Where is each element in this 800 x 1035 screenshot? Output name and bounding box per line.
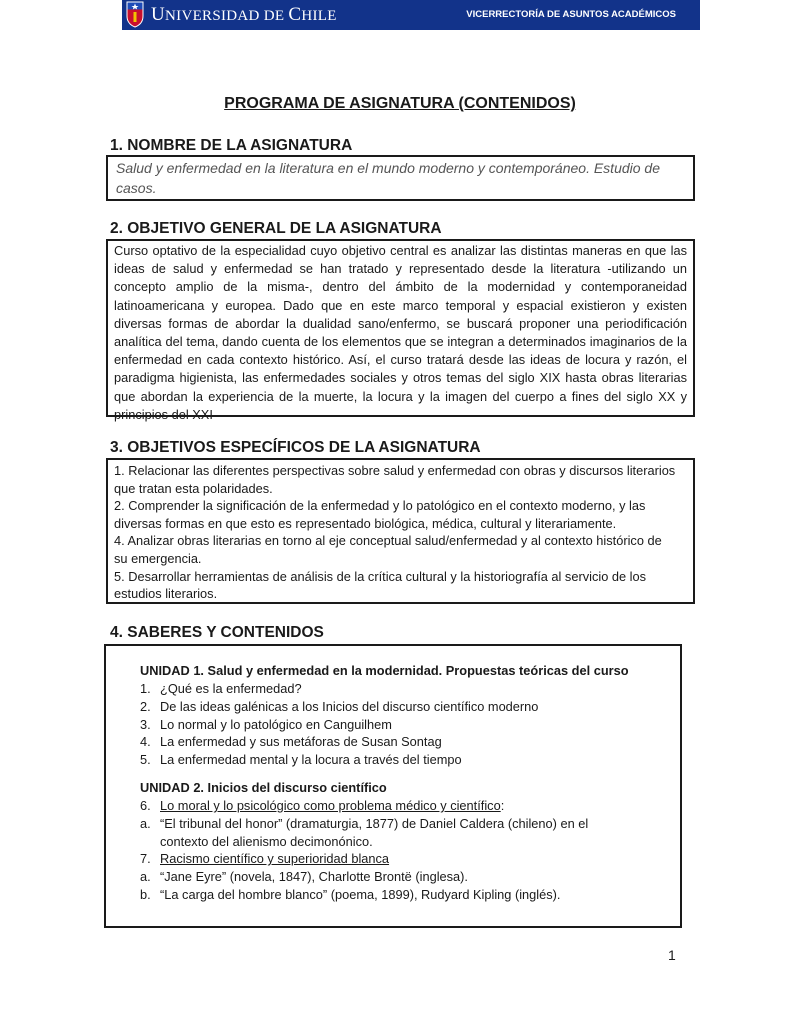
list-item: 7. Racismo científico y superioridad blanca — [140, 851, 390, 867]
section3-box — [106, 458, 695, 604]
list-item: a. “El tribunal del honor” (dramaturgia, 1877) de Daniel Caldera (chileno) en el — [140, 815, 589, 831]
objective-line: estudios literarios. — [114, 586, 218, 602]
header-banner — [122, 0, 700, 30]
vicerrectoria-label: VICERRECTORÍA DE ASUNTOS ACADÉMICOS — [466, 9, 676, 20]
list-item: a. “Jane Eyre” (novela, 1847), Charlotte Brontë (inglesa). — [140, 869, 468, 885]
university-crest-icon — [126, 1, 144, 28]
list-item: 4. La enfermedad y sus metáforas de Susan Sontag — [140, 734, 442, 750]
list-item: b. “La carga del hombre blanco” (poema, 1899), Rudyard Kipling (inglés). — [140, 886, 561, 902]
unit1-title: UNIDAD 1. Salud y enfermedad en la modernidad. Propuestas teóricas del curso — [140, 663, 629, 678]
list-item: 3. Lo normal y lo patológico en Canguilhem — [140, 716, 392, 732]
objective-line: su emergencia. — [114, 550, 202, 566]
objective-line: 5. Desarrollar herramientas de análisis de la crítica cultural y la historiografía al servicio de los — [114, 568, 647, 584]
section1-heading: 1. NOMBRE DE LA ASIGNATURA — [110, 137, 353, 154]
list-item: 6. Lo moral y lo psicológico como problema médico y científico: — [140, 797, 505, 813]
list-item: 1. ¿Qué es la enfermedad? — [140, 681, 302, 696]
objective-line: 4. Analizar obras literarias en torno al eje conceptual salud/enfermedad y al contexto histórico de — [114, 533, 662, 549]
list-item: 2. De las ideas galénicas a los Inicios del discurso científico moderno — [140, 698, 539, 714]
course-name: Salud y enfermedad en la literatura en el mundo moderno y contemporáneo. Estudio de casos. — [116, 160, 661, 196]
section2-box — [106, 239, 695, 422]
objective-line: diversas formas en que esto es representado biológica, médica, cultural y literariamente. — [114, 515, 617, 531]
page-title: PROGRAMA DE ASIGNATURA (CONTENIDOS) — [224, 95, 576, 112]
section4-box — [104, 644, 682, 928]
objective-line: 1. Relacionar las diferentes perspectivas sobre salud y enfermedad con obras y discursos literarios — [114, 463, 676, 478]
page-number: 1 — [668, 947, 676, 963]
unit2-title: UNIDAD 2. Inicios del discurso científico — [140, 779, 387, 795]
section3-heading: 3. OBJETIVOS ESPECÍFICOS DE LA ASIGNATURA — [110, 439, 481, 456]
objective-line: 2. Comprender la significación de la enfermedad y lo patológico en el contexto moderno, y las — [114, 498, 646, 514]
university-name: UNIVERSIDAD DE CHILE — [151, 4, 337, 25]
section1-box — [106, 155, 695, 201]
list-item-continuation: contexto del alienismo decimonónico. — [160, 833, 373, 849]
section2-heading: 2. OBJETIVO GENERAL DE LA ASIGNATURA — [110, 220, 442, 237]
section4-heading: 4. SABERES Y CONTENIDOS — [110, 624, 324, 641]
general-objective-text: Curso optativo de la especialidad cuyo objetivo central es analizar las distintas maneras en que las ideas de salud y enfermedad se han tratado y representado desde la literatura -utilizando un concepto amplio de la misma-, dentro del ámbito de la modernidad y contemporaneidad latinoamericana y europea. Dado que en este marco temporal y espacial existieron y existen diversas formas de abordar la dualidad sano/enfermo, se buscará proponer una periodificación analítica del tema, dando cuenta de los elementos que se integran a determinados imaginarios de la enfermedad en cada contexto histórico. Así, el curso tratará desde las ideas de locura y razón, el paradigma higienista, las enfermedades sociales y otros temas del siglo XIX hasta obras literarias que abordan la experiencia de la muerte, la locura y la imagen del cuerpo a fines del siglo XX y principios del XXI — [114, 243, 687, 422]
objective-line: que tratan esta polaridades. — [114, 480, 273, 496]
list-item: 5. La enfermedad mental y la locura a través del tiempo — [140, 752, 462, 768]
